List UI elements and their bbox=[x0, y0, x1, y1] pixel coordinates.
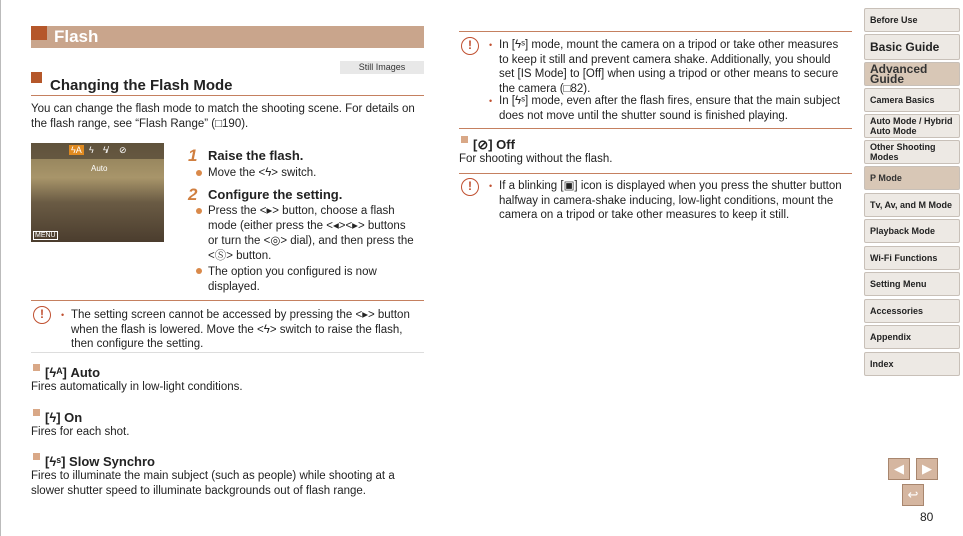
next-page-icon[interactable]: ▶ bbox=[916, 458, 938, 480]
menu-label: MENU bbox=[35, 232, 56, 239]
nav-playback-mode[interactable]: Playback Mode bbox=[864, 219, 960, 243]
caution-text: In [ϟˢ] mode, even after the flash fires, ensure that the main subject does not move until the shutter sound is finished playing. bbox=[499, 95, 841, 122]
intro-text: You can change the flash mode to match the shooting scene. For details on the flash range, see “Flash Range” (□190). bbox=[31, 103, 415, 130]
nav-auto-mode[interactable]: Auto Mode / Hybrid Auto Mode bbox=[864, 114, 960, 138]
nav-appendix[interactable]: Appendix bbox=[864, 325, 960, 349]
nav-tv-av-m-mode[interactable]: Tv, Av, and M Mode bbox=[864, 193, 960, 217]
section-marker bbox=[33, 364, 40, 371]
step-title: Configure the setting. bbox=[208, 187, 343, 202]
subtitle-accent-square bbox=[31, 72, 42, 83]
caution-icon: ! bbox=[33, 306, 51, 324]
bullet-marker: • bbox=[489, 96, 493, 106]
slow-synchro-icon: ϟ̸ bbox=[103, 145, 108, 155]
subtitle: Changing the Flash Mode bbox=[50, 77, 233, 94]
flash-auto-icon: ϟA bbox=[71, 145, 82, 155]
page-number: 80 bbox=[920, 510, 934, 524]
left-border bbox=[0, 0, 1, 536]
section-desc: Fires for each shot. bbox=[31, 426, 130, 438]
camera-screen-image bbox=[31, 143, 164, 242]
divider bbox=[459, 173, 852, 174]
step-number: 1 bbox=[188, 146, 198, 165]
nav-before-use[interactable]: Before Use bbox=[864, 8, 960, 32]
section-title: [ϟ] On bbox=[45, 410, 83, 425]
flash-on-icon: ϟ bbox=[89, 145, 94, 155]
divider bbox=[31, 352, 424, 353]
caution-text: If a blinking [▣] icon is displayed when you press the shutter button halfway in camera-shake inducing, low-light conditions, mount the camera on a tripod or take other measures to keep it still. bbox=[499, 180, 842, 221]
nav-camera-basics[interactable]: Camera Basics bbox=[864, 88, 960, 112]
caution-icon: ! bbox=[461, 178, 479, 196]
section-marker bbox=[33, 409, 40, 416]
nav-other-shooting[interactable]: Other Shooting Modes bbox=[864, 140, 960, 164]
caution-icon: ! bbox=[461, 37, 479, 55]
section-marker bbox=[461, 136, 468, 143]
section-marker bbox=[33, 453, 40, 460]
bullet-dot bbox=[196, 208, 202, 214]
back-icon[interactable]: ↩ bbox=[902, 484, 924, 506]
flash-off-icon: ⊘ bbox=[119, 145, 127, 155]
nav-setting-menu[interactable]: Setting Menu bbox=[864, 272, 960, 296]
flash-mode-bar bbox=[31, 143, 164, 159]
page-title: Flash bbox=[54, 27, 99, 46]
section-title: [⊘] Off bbox=[473, 137, 515, 152]
section-desc: Fires automatically in low-light conditions. bbox=[31, 381, 243, 393]
bullet-dot bbox=[196, 268, 202, 274]
step-title: Raise the flash. bbox=[208, 148, 304, 163]
bullet-marker: • bbox=[489, 40, 493, 50]
section-title: [ϟˢ] Slow Synchro bbox=[45, 454, 155, 469]
nav-basic-guide[interactable]: Basic Guide bbox=[864, 34, 960, 60]
bullet-dot bbox=[196, 170, 202, 176]
caution-text: In [ϟˢ] mode, mount the camera on a tripod or take other measures to keep it still and prevent camera shake. Additionally, you should set [IS Mode] to [Off] when using a tripod or other means to secure the camera (□82). bbox=[499, 39, 839, 95]
bullet-marker: • bbox=[61, 310, 65, 320]
step-text: The option you configured is now displayed. bbox=[208, 266, 377, 293]
caution-text: The setting screen cannot be accessed by pressing the <▸> button when the flash is lowered. Move the <ϟ> switch to raise the flash, then configure the setting. bbox=[71, 309, 410, 350]
prev-page-icon[interactable]: ◀ bbox=[888, 458, 910, 480]
section-desc: Fires to illuminate the main subject (such as people) while shooting at a slower shutter speed to illuminate backgrounds out of flash range. bbox=[31, 470, 395, 497]
section-desc: For shooting without the flash. bbox=[459, 153, 613, 165]
nav-advanced-guide[interactable]: Advanced Guide bbox=[864, 62, 960, 86]
divider bbox=[31, 300, 424, 301]
nav-accessories[interactable]: Accessories bbox=[864, 299, 960, 323]
header-accent-square bbox=[31, 26, 47, 40]
step-text: Press the <▸> button, choose a flash mode (either press the <◂><▸> buttons or turn the <◎> dial), and then press the <Ⓢ> button. bbox=[208, 205, 414, 262]
auto-label: Auto bbox=[91, 164, 108, 173]
step-text: Move the <ϟ> switch. bbox=[208, 167, 317, 179]
bullet-marker: • bbox=[489, 181, 493, 191]
nav-index[interactable]: Index bbox=[864, 352, 960, 376]
step-number: 2 bbox=[188, 185, 198, 204]
section-title: [ϟᴬ] Auto bbox=[45, 365, 101, 380]
divider bbox=[459, 31, 852, 32]
still-images-tag: Still Images bbox=[340, 61, 424, 74]
divider bbox=[459, 128, 852, 129]
nav-p-mode[interactable]: P Mode bbox=[864, 166, 960, 190]
nav-wifi-functions[interactable]: Wi-Fi Functions bbox=[864, 246, 960, 270]
